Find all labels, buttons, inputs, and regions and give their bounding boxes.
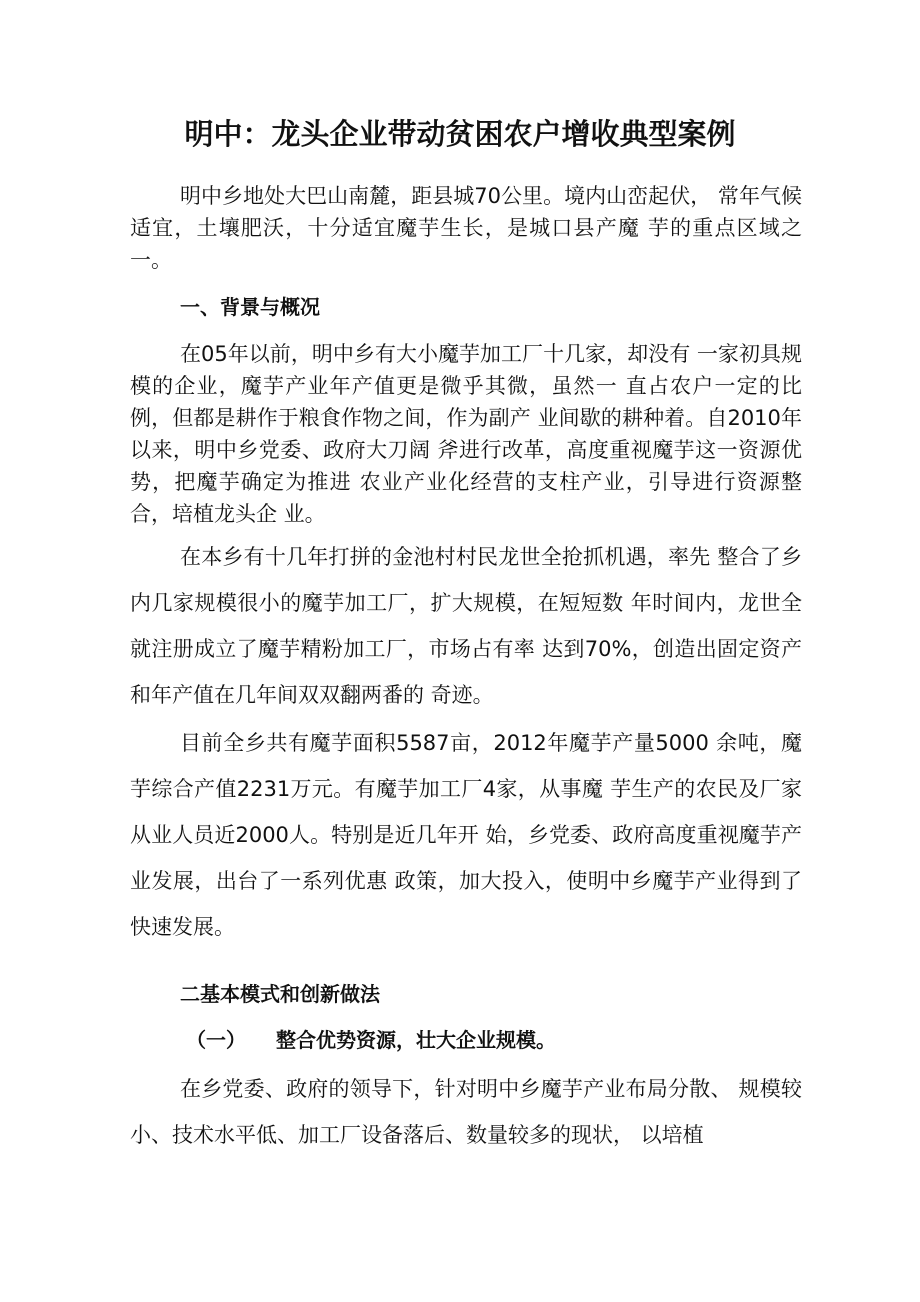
subsection-title: 整合优势资源，壮大企业规模。 [276,1028,556,1052]
document-title: 明中：龙头企业带动贫困农户增收典型案例 [184,117,736,151]
subsection-paragraph-1: 在乡党委、政府的领导下，针对明中乡魔芋产业布局分散、 规模较小、技术水平低、加工厂设备落后、数量较多的现状， 以培植 [130,1077,802,1147]
section-heading-model: 二基本模式和创新做法 [180,982,380,1006]
subsection-number: （一） [186,1028,246,1052]
background-paragraph-3: 目前全乡共有魔芋面积5587亩，2012年魔芋产量5000 余吨，魔芋综合产值2231万元。有魔芋加工厂4家，从事魔 芋生产的农民及厂家从业人员近2000人。特别是近几年开 始，乡党委、政府高度重视魔芋产业发展，出台了一系列优惠 政策，加大投入，使明中乡魔芋产业得到了快速发展。 [130,731,802,939]
subsection-heading-1 [186,1022,556,1058]
section-heading-background: 一、背景与概况 [180,295,320,319]
background-paragraph-2: 在本乡有十几年打拼的金池村村民龙世全抢抓机遇，率先 整合了乡内几家规模很小的魔芋加工厂，扩大规模，在短短数 年时间内，龙世全就注册成立了魔芋精粉加工厂，市场占有率 达到70%，创造出固定资产和年产值在几年间双双翻两番的 奇迹。 [130,545,802,707]
intro-paragraph: 明中乡地处大巴山南麓，距县城70公里。境内山峦起伏， 常年气候适宜，土壤肥沃，十分适宜魔芋生长，是城口县产魔 芋的重点区域之一。 [130,184,802,272]
background-paragraph-1: 在05年以前，明中乡有大小魔芋加工厂十几家，却没有 一家初具规模的企业，魔芋产业年产值更是微乎其微，虽然一 直占农户一定的比例，但都是耕作于粮食作物之间，作为副产 业间歇的耕种着。自2010年以来，明中乡党委、政府大刀阔 斧进行改革，高度重视魔芋这一资源优势，把魔芋确定为推进 农业产业化经营的支柱产业，引导进行资源整合，培植龙头企 业。 [130,342,802,526]
